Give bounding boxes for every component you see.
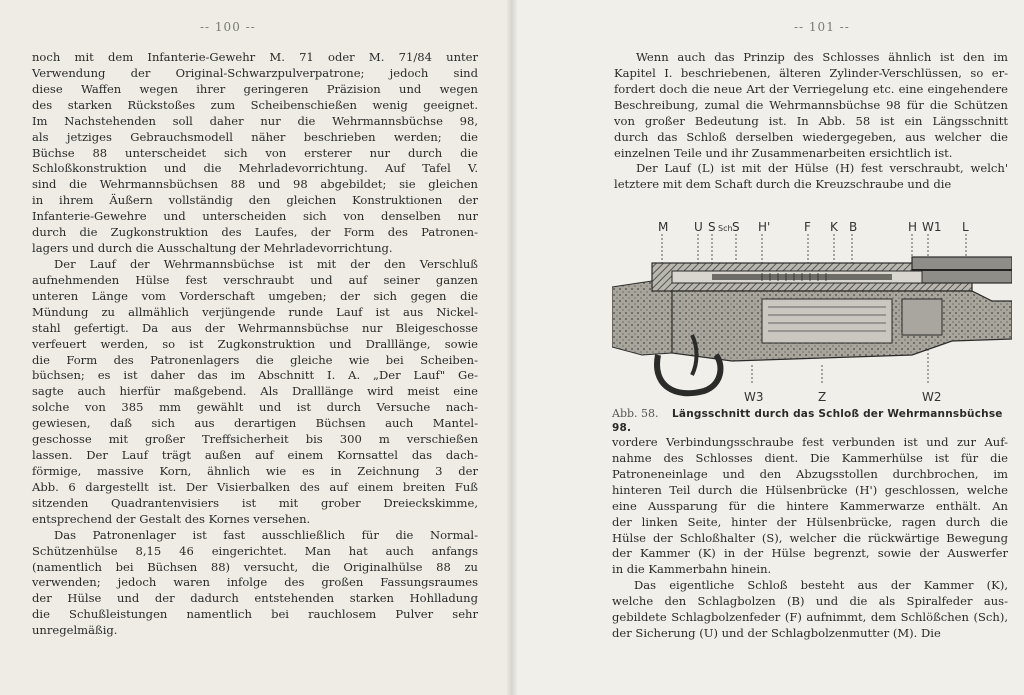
text-line: Schützenhülse 8,15 46 eingerichtet. Man hat auch anfangs xyxy=(32,543,478,558)
text-line: vordere Verbindungsschraube fest verbunden ist und zur Auf- xyxy=(612,435,1008,449)
label-H: H xyxy=(908,220,918,234)
figure-caption xyxy=(612,407,1008,435)
left-paragraph xyxy=(32,50,478,639)
left-page-number: -- 100 -- xyxy=(200,20,256,34)
text-line: die Form des Patronenlagers die gleiche wie bei Scheiben- xyxy=(32,352,478,367)
figure-caption-title: Längsschnitt durch das Schloß der Wehrmannsbüchse 98. xyxy=(612,408,1003,434)
text-line: Patroneneinlage und den Abzugsstollen durchbrochen, im xyxy=(612,466,1008,481)
text-line: Infanterie-Gewehre und unterscheiden sich von denselben nur xyxy=(32,209,478,224)
text-line: als jetziges Gebrauchsmodell näher beschrieben werden; die xyxy=(32,129,478,144)
text-line: förmige, massive Korn, ähnlich wie es in Zeichnung 3 der xyxy=(32,463,478,478)
label-L: L xyxy=(962,220,969,234)
text-line: lagers und durch die Ausschaltung der Mehrladevorrichtung. xyxy=(32,241,393,256)
label-W3: W3 xyxy=(744,390,764,404)
text-line: büchsen; es ist daher das im Abschnitt I. A. „Der Lauf" Ge- xyxy=(32,368,478,383)
text-line: die Schußleistungen namentlich bei rauchlosem Pulver sehr xyxy=(32,607,478,622)
text-line: aufnehmenden Hülse fest verschraubt und auf seiner ganzen xyxy=(32,272,478,287)
text-line: Das eigentliche Schloß besteht aus der Kammer (K), xyxy=(634,578,1008,593)
text-line: nahme des Schlosses dient. Die Kammerhülse ist für die xyxy=(612,450,1008,465)
text-line: der linken Seite, hinter der Hülsenbrücke, ragen durch die xyxy=(612,514,1008,529)
right-page-top-text xyxy=(614,50,1008,193)
text-line: diese Waffen wegen ihrer geringeren Präzision und wegen xyxy=(32,81,478,96)
text-line: entsprechend der Gestalt des Kornes versehen. xyxy=(32,511,311,526)
text-line: Mündung zu allmählich verjüngende runde Lauf ist aus Nickel- xyxy=(32,304,478,319)
text-line: gebildete Schlagbolzenfeder (F) aufnimmt, dem Schlößchen (Sch), xyxy=(612,610,1008,625)
figure-bottom-labels xyxy=(744,390,942,404)
text-line: Büchse 88 unterscheidet sich von ersterer nur durch die xyxy=(32,145,478,160)
right-page xyxy=(512,0,1024,695)
figure-top-labels xyxy=(658,220,969,234)
text-line: Wenn auch das Prinzip des Schlosses ähnlich ist den im xyxy=(636,50,1008,64)
label-Z: Z xyxy=(818,390,827,404)
text-line: geschosse mit großer Treffsicherheit bis 300 m verschießen xyxy=(32,432,478,447)
left-page-text xyxy=(32,50,478,639)
label-K: K xyxy=(830,220,838,234)
right-page-number: -- 101 -- xyxy=(794,20,850,34)
text-line: solche von 385 mm gewählt und ist durch Versuche nach- xyxy=(32,400,478,415)
text-line: unregelmäßig. xyxy=(32,623,118,638)
text-line: Beschreibung, zumal die Wehrmannsbüchse 98 für die Schützen xyxy=(614,97,1008,112)
label-F: F xyxy=(804,220,811,234)
text-line: der Hülse und der dadurch entstehenden starken Hohlladung xyxy=(32,591,478,606)
text-line: in die Kammerbahn hinein. xyxy=(612,562,772,577)
text-line: verwenden; jedoch waren infolge des großen Fassungsraumes xyxy=(32,575,478,590)
label-U: U xyxy=(694,220,703,234)
text-line: letztere mit dem Schaft durch die Kreuzschraube und die xyxy=(614,177,952,192)
text-line: (namentlich bei Büchsen 88) versucht, die Originalhülse 88 zu xyxy=(32,559,478,574)
text-line: verfeuert werden, so ist Zugkonstruktion und Dralllänge, sowie xyxy=(32,336,478,351)
label-W1: W1 xyxy=(922,220,942,234)
book-gutter xyxy=(506,0,518,695)
text-line: unteren Länge vom Vorderschaft umgeben; der sich gegen die xyxy=(32,288,478,303)
text-line: Kapitel I. beschriebenen, älteren Zylinder-Verschlüssen, so er- xyxy=(614,65,1008,80)
label-S2: S xyxy=(732,220,740,234)
text-line: in ihrem Äußern vollständig den gleichen Konstruktionen der xyxy=(32,193,478,208)
text-line: einzelnen Teile und ihr Zusammenarbeiten ersichtlich ist. xyxy=(614,145,953,160)
right-page-bottom-text xyxy=(612,435,1008,642)
text-line: sagte auch hierfür maßgebend. Als Dralllänge wird meist eine xyxy=(32,384,478,399)
label-B: B xyxy=(849,220,858,234)
text-line: noch mit dem Infanterie-Gewehr M. 71 oder M. 71/84 unter xyxy=(32,50,478,64)
label-H-prime: H' xyxy=(758,220,771,234)
text-line: Im Nachstehenden soll daher nur die Wehrmannsbüchse 98, xyxy=(32,113,478,128)
label-W2: W2 xyxy=(922,390,942,404)
text-line: fordert doch die neue Art der Verriegelung etc. eine eingehendere xyxy=(614,81,1008,96)
text-line: durch die Zugkonstruktion des Laufes, der Form des Patronen- xyxy=(32,225,478,240)
label-M: M xyxy=(658,220,669,234)
text-line: lassen. Der Lauf trägt außen auf einem Kornsattel das dach- xyxy=(32,448,478,463)
text-line: Der Lauf der Wehrmannsbüchse ist mit der den Verschluß xyxy=(54,256,478,271)
text-line: stahl gefertigt. Da aus der Wehrmannsbüchse nur Bleigeschosse xyxy=(32,320,478,335)
label-Sch: Sch xyxy=(718,224,733,233)
figure-caption-prefix: Abb. 58. xyxy=(612,407,659,420)
text-line: gewiesen, daß sich aus derartigen Büchsen auch Mantel- xyxy=(32,416,478,431)
text-line: Der Lauf (L) ist mit der Hülse (H) fest verschraubt, welch' xyxy=(636,161,1008,176)
text-line: von großer Bedeutung ist. In Abb. 58 ist ein Längsschnitt xyxy=(614,113,1008,128)
right-top-paragraph xyxy=(614,50,1008,193)
text-line: Verwendung der Original-Schwarzpulverpatrone; jedoch sind xyxy=(32,65,478,80)
text-line: Abb. 6 dargestellt ist. Der Visierbalken des auf einem breiten Fuß xyxy=(32,479,478,494)
text-line: sind die Wehrmannsbüchsen 88 und 98 abgebildet; sie gleichen xyxy=(32,177,478,192)
text-line: des starken Rückstoßes zum Scheibenschießen wenig geeignet. xyxy=(32,97,478,112)
text-line: hinteren Teil durch die Hülsenbrücke (H') geschlossen, welche xyxy=(612,482,1008,497)
text-line: Schloßkonstruktion und die Mehrladevorrichtung. Auf Tafel V. xyxy=(32,161,478,176)
text-line: der Sicherung (U) und der Schlagbolzenmutter (M). Die xyxy=(612,626,941,641)
text-line: der Kammer (K) in der Hülse begrenzt, sowie der Auswerfer xyxy=(612,546,1008,561)
text-line: welche den Schlagbolzen (B) und die als Spiralfeder aus- xyxy=(612,594,1008,609)
text-line: Hülse der Schloßhalter (S), welcher die rückwärtige Bewegung xyxy=(612,530,1008,545)
text-line: eine Aussparung für die hintere Kammerwarze enthält. An xyxy=(612,498,1008,513)
text-line: Das Patronenlager ist fast ausschließlich für die Normal- xyxy=(54,527,478,542)
text-line: durch das Schloß derselben wiedergegeben, aus welcher die xyxy=(614,129,1008,144)
figure-rifle-section xyxy=(612,215,1012,405)
label-S1: S xyxy=(708,220,716,234)
text-line: sitzenden Quadrantenvisiers ist mit grober Dreieckskimme, xyxy=(32,495,478,510)
right-bottom-paragraph xyxy=(612,435,1008,642)
figure-rifle-body xyxy=(612,257,1012,393)
